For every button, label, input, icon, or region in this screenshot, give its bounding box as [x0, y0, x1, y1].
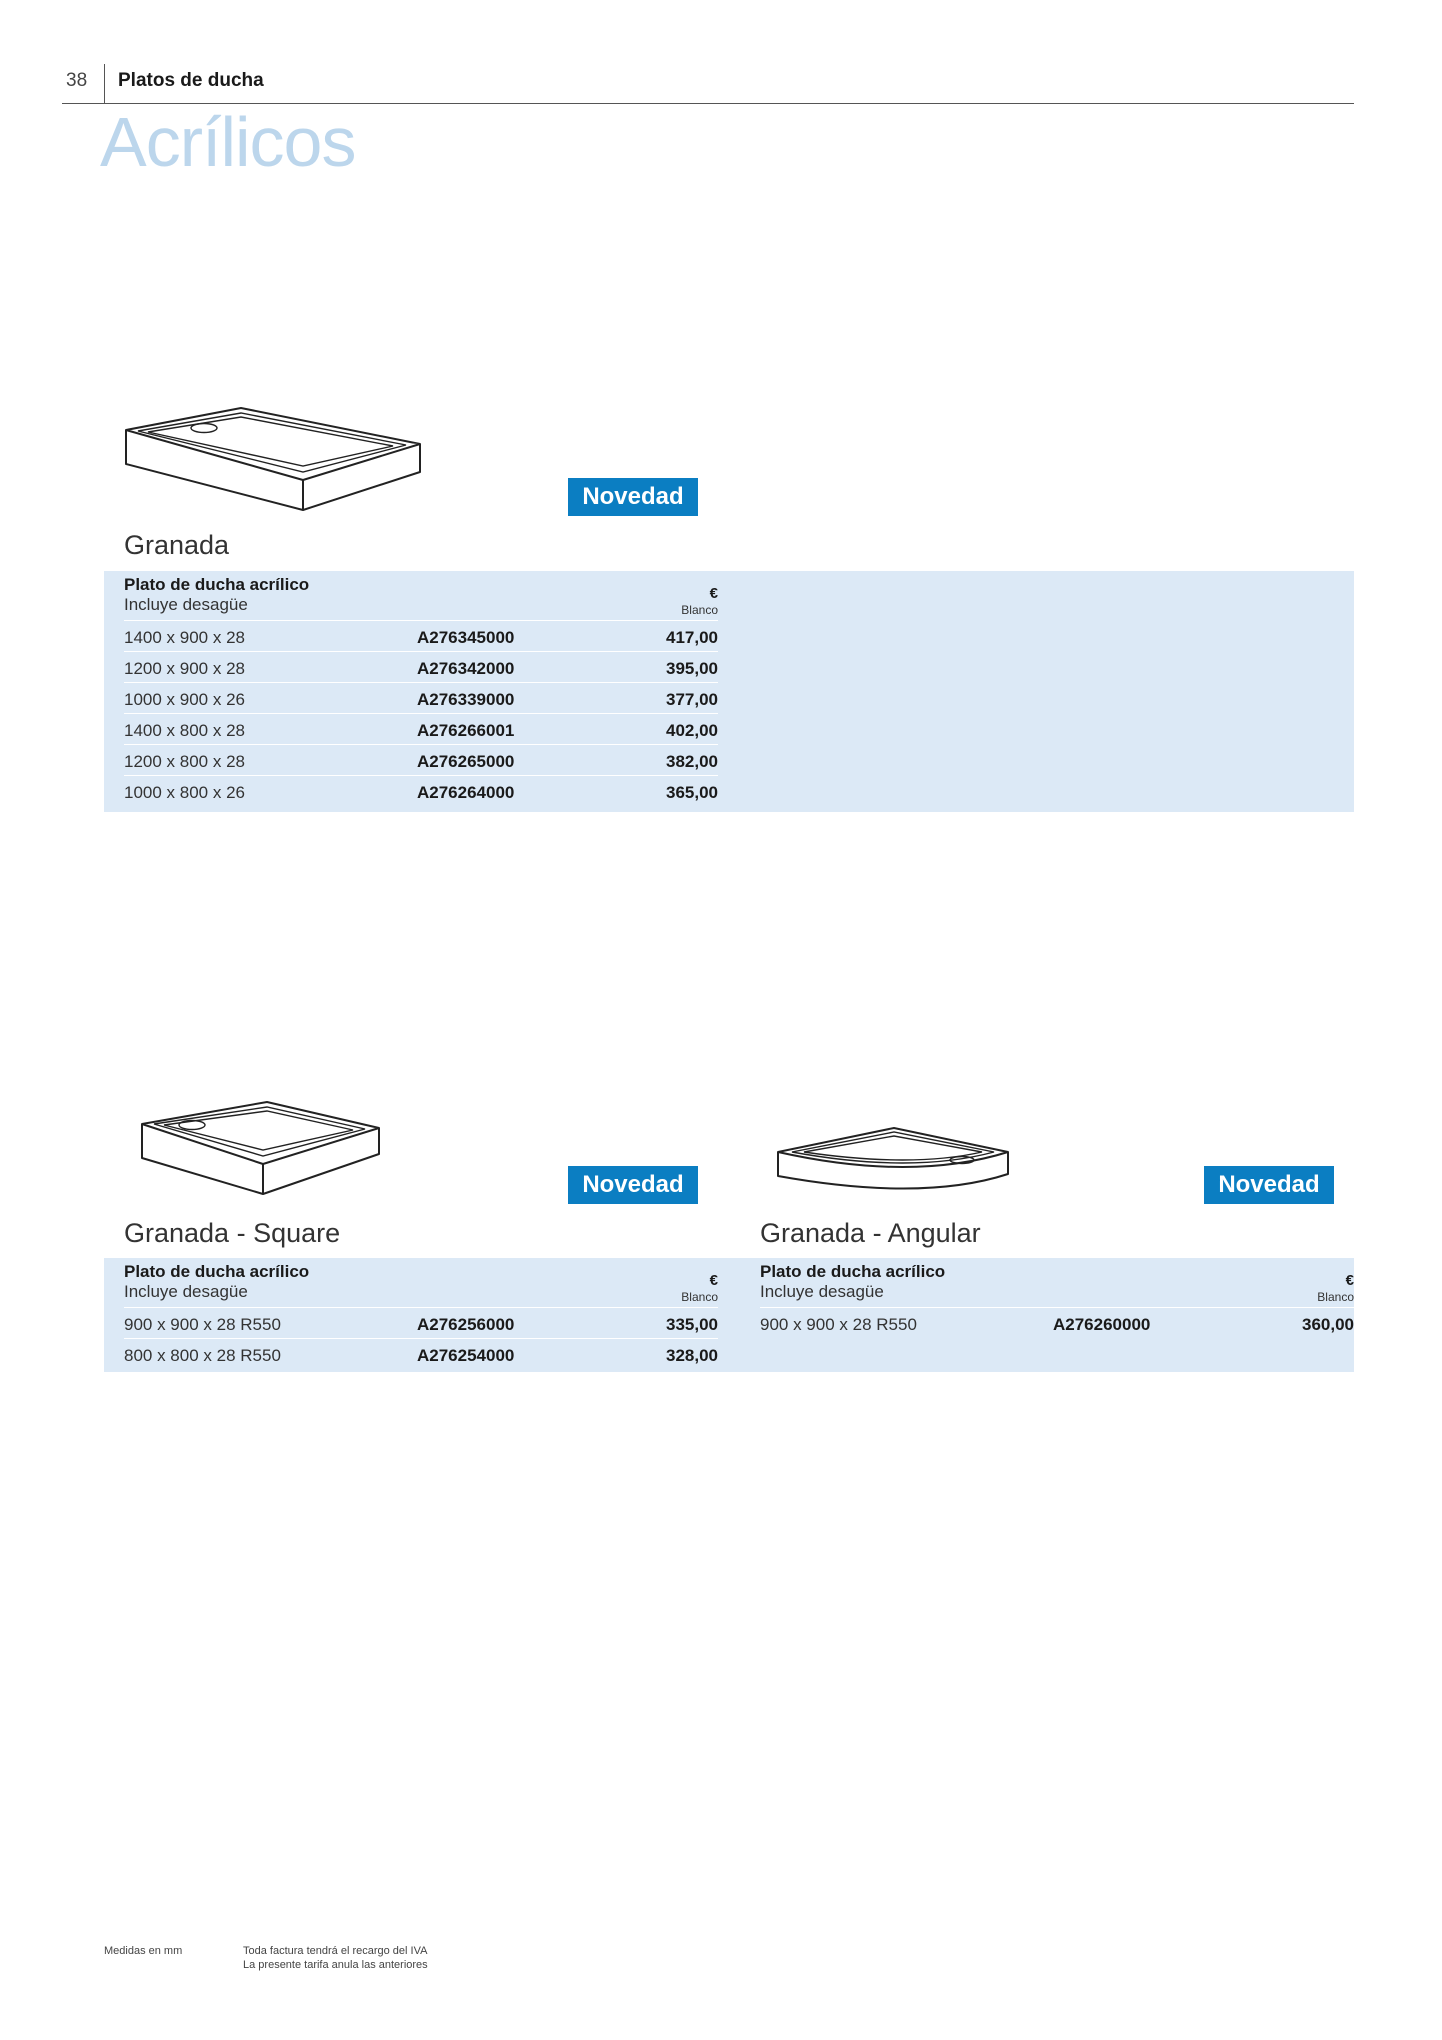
dimensions: 800 x 800 x 28 R550 — [124, 1346, 281, 1365]
price: 365,00 — [666, 783, 718, 802]
reference: A276339000 — [417, 690, 515, 709]
novedad-badge: Novedad — [1204, 1166, 1334, 1204]
currency-symbol: € — [1345, 1272, 1354, 1289]
reference: A276264000 — [417, 783, 515, 802]
novedad-badge: Novedad — [568, 1166, 698, 1204]
table-row — [124, 1308, 718, 1339]
reference: A276342000 — [417, 659, 515, 678]
price: 377,00 — [666, 690, 718, 709]
legal-line-tariff: La presente tarifa anula las anteriores — [243, 1959, 428, 1971]
price-table-granada-square — [124, 1258, 718, 1370]
table-subtitle: Incluye desagüe — [760, 1282, 884, 1301]
price: 417,00 — [666, 628, 718, 647]
table-row — [124, 621, 718, 652]
legal-notes — [243, 1944, 428, 1972]
product-name-granada-angular: Granada - Angular — [760, 1218, 981, 1248]
price-table-granada-angular — [760, 1258, 1354, 1339]
section-name: Platos de ducha — [118, 70, 264, 91]
price: 402,00 — [666, 721, 718, 740]
shower-tray-angular-image — [772, 1122, 1012, 1200]
color-column-label: Blanco — [681, 1290, 718, 1304]
novedad-badge: Novedad — [568, 478, 698, 516]
dimensions: 1200 x 900 x 28 — [124, 659, 245, 678]
table-title: Plato de ducha acrílico — [760, 1262, 946, 1281]
currency-symbol: € — [709, 1272, 718, 1289]
legal-line-vat: Toda factura tendrá el recargo del IVA — [243, 1945, 428, 1957]
price: 335,00 — [666, 1315, 718, 1334]
dimensions: 1200 x 800 x 28 — [124, 752, 245, 771]
price-table-granada — [124, 571, 718, 807]
reference: A276256000 — [417, 1315, 515, 1334]
table-header — [760, 1258, 1354, 1308]
dimensions: 1000 x 800 x 26 — [124, 783, 245, 802]
dimensions: 1400 x 900 x 28 — [124, 628, 245, 647]
table-subtitle: Incluye desagüe — [124, 1282, 248, 1301]
table-subtitle: Incluye desagüe — [124, 595, 248, 614]
dimensions: 1000 x 900 x 26 — [124, 690, 245, 709]
table-row — [124, 683, 718, 714]
shower-tray-rectangular-image — [118, 400, 428, 515]
header-divider — [104, 64, 105, 104]
price: 328,00 — [666, 1346, 718, 1365]
price: 382,00 — [666, 752, 718, 771]
color-column-label: Blanco — [1317, 1290, 1354, 1304]
price: 360,00 — [1302, 1315, 1354, 1334]
page-title: Acrílicos — [100, 103, 356, 181]
table-header — [124, 571, 718, 621]
table-row — [124, 652, 718, 683]
dimensions: 900 x 900 x 28 R550 — [124, 1315, 281, 1334]
table-title: Plato de ducha acrílico — [124, 575, 310, 594]
reference: A276260000 — [1053, 1315, 1151, 1334]
shower-tray-square-image — [136, 1092, 386, 1202]
table-row — [124, 745, 718, 776]
table-row — [124, 714, 718, 745]
table-row — [124, 1339, 718, 1370]
color-column-label: Blanco — [681, 603, 718, 617]
dimensions: 900 x 900 x 28 R550 — [760, 1315, 917, 1334]
dimensions: 1400 x 800 x 28 — [124, 721, 245, 740]
product-name-granada-square: Granada - Square — [124, 1218, 341, 1248]
page-number: 38 — [66, 70, 88, 91]
table-row — [124, 776, 718, 807]
table-title: Plato de ducha acrílico — [124, 1262, 310, 1281]
units-note: Medidas en mm — [104, 1945, 183, 1957]
reference: A276265000 — [417, 752, 515, 771]
table-row — [760, 1308, 1354, 1339]
price: 395,00 — [666, 659, 718, 678]
product-name-granada: Granada — [124, 530, 230, 560]
table-header — [124, 1258, 718, 1308]
reference: A276266001 — [417, 721, 515, 740]
currency-symbol: € — [709, 585, 718, 602]
reference: A276345000 — [417, 628, 515, 647]
reference: A276254000 — [417, 1346, 515, 1365]
